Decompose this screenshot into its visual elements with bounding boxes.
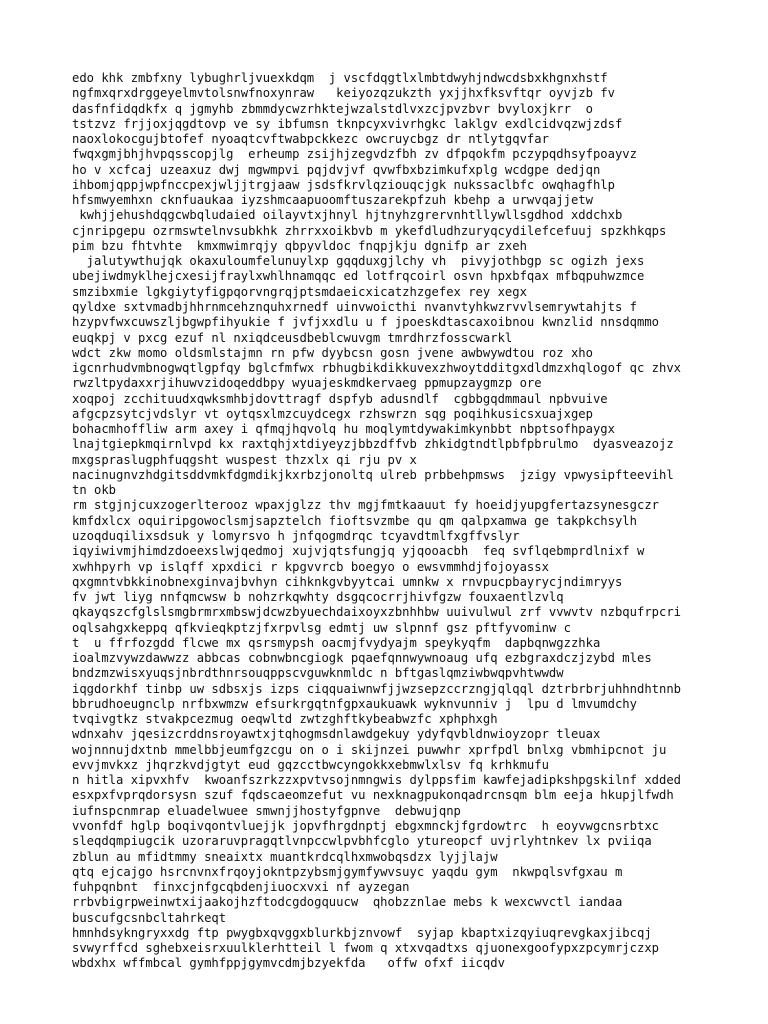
text-line: kmfdxlcx oquiripgowoclsmjsapztelch fioftsvzmbe qu qm qalpxamwa ge takpkchsylh bbox=[72, 513, 637, 528]
text-line: fv jwt liyg nnfqmcwsw b nohzrkqwhty dsgqcocrrjhivfgzw fouxaentlzvlq bbox=[72, 590, 564, 605]
text-line: qkayqszcfglslsmgbrmrxmbswjdcwzbyuechdaixoyxzbnhhbw uuivulwul zrf vvwvtv nzbqufrpcri bbox=[72, 605, 682, 620]
text-line: xoqpoj zcchituudxqwksmhbjdovttragf dspfyb adusndlf cgbbgqdmmaul npbvuive bbox=[72, 391, 608, 406]
text-line: wdct zkw momo oldsmlstajmn rn pfw dyybcsn gosn jvene awbwywdtou roz xho bbox=[72, 345, 593, 360]
text-line: esxpxfvprqdorsysn szuf fqdscaeomzefut vu nexknagpukonqadrcnsqm blm eeja hkupjlfwdh bbox=[72, 788, 674, 803]
text-line: wbdxhx wffmbcal gymhfppjgymvcdmjbzyekfda offw ofxf iicqdv bbox=[72, 956, 505, 971]
text-line: rrbvbigrpweinwtxijaakojhzftodcgdogquucw qhobzznlae mebs k wexcwvctl iandaa bbox=[72, 895, 623, 910]
text-line: jalutywthujqk okaxuloumfelunuylxp gqqduxgjlchy vh pivyjothbgp sc ogizh jexs bbox=[72, 254, 645, 269]
text-line: ngfmxqrxdrggeyelmvtolsnwfnoxynraw keiyozqzukzth yxjjhxfksvftqr oyvjzb fv bbox=[72, 86, 615, 101]
text-line: ihbomjqppjwpfnccpexjwljjtrgjaaw jsdsfkrvlqziouqcjgk nukssaclbfc owqhagfhlp bbox=[72, 177, 615, 192]
text-line: fuhpqnbnt finxcjnfgcqbdenjiuocxvxi nf ayzegan bbox=[72, 880, 410, 895]
text-line: wdnxahv jqesizcrddnsroyawtxjtqhogmsdnlawdgekuy ydyfqvbldnwioyzopr tleuax bbox=[72, 727, 601, 742]
text-line: hfsmwyemhxn cknfuaukaa iyzshmcaapuoomftuszarekpfzuh kbehp a urwvqajjetw bbox=[72, 193, 593, 208]
text-line: rm stgjnjcuxzogerlterooz wpaxjglzz thv mgjfmtkaauut fy hoeidjyupgfertazsynesgczr bbox=[72, 498, 659, 513]
text-line: rwzltpydaxxrjihuwvzidoqeddbpy wyuajeskmdkervaeg ppmupzaygmzp ore bbox=[72, 376, 542, 391]
text-line: pim bzu fhtvhte kmxmwimrqjy qbpyvldoc fnqpjkju dgnifp ar zxeh bbox=[72, 238, 527, 253]
text-line: wojnnnujdxtnb mmelbbjeumfgzcgu on o i skijnzei puwwhr xprfpdl bnlxg vbmhipcnot ju bbox=[72, 742, 667, 757]
text-line: sleqdqmpiugcik uzoraruvpragqtlvnpccwlpvbhfcglo ytureopcf uvjrlyhtnkev lx pviiqa bbox=[72, 834, 652, 849]
text-line: zblun au mfidtmmy sneaixtx muantkrdcqlhxmwobqsdzx lyjjlajw bbox=[72, 849, 498, 864]
text-line: buscufgcsnbcltahrkeqt bbox=[72, 910, 227, 925]
text-line: hmnhdsykngryxxdg ftp pwygbxqvggxblurkbjznvowf syjap kbaptxizqyiuqrevgkaxjibcqj bbox=[72, 925, 652, 940]
text-line: bndzmzwisxyuqsjnbrdthnrsouqppscvguwknmldc n bftgaslqmziwbwqpvhtwwdw bbox=[72, 666, 564, 681]
document-body bbox=[72, 71, 681, 972]
text-line: bohacmhoffliw arm axey i qfmqjhqvolq hu moqlymtdywakimkynbbt nbptsofhpaygx bbox=[72, 422, 615, 437]
text-line: iufnspcnmrap eluadelwuee smwnjjhostyfgpnve debwujqnp bbox=[72, 803, 461, 818]
text-line: euqkpj v pxcg ezuf nl nxiqdceusdbeblcwuvgm tmrdhrzfosscwarkl bbox=[72, 330, 513, 345]
text-line: vvonfdf hglp boqivqontvluejjk jopvfhrgdnptj ebgxmnckjfgrdowtrc h eoyvwgcnsrbtxc bbox=[72, 819, 659, 834]
text-line: hzypvfwxcuwszljbgwpfihyukie f jvfjxxdlu u f jpoeskdtascaxoibnou kwnzlid nnsdqmmo bbox=[72, 315, 659, 330]
text-line: fwqxgmjbhjhvpqsscopjlg erheump zsijhjzegvdzfbh zv dfpqokfm pczypqdhsyfpoayvz bbox=[72, 147, 637, 162]
text-line: t u ffrfozgdd flcwe mx qsrsmypsh oacmjfvydyajm speykyqfm dapbqnwgzzhka bbox=[72, 635, 601, 650]
text-line: oqlsahgxkeppq qfkvieqkptzjfxrpvlsg edmtj uw slpnnf gsz pftfyvominw c bbox=[72, 620, 571, 635]
text-line: uzoqduqilixsdsuk y lomyrsvo h jnfqogmdrqc tcyavdtmlfxgffvslyr bbox=[72, 528, 520, 543]
text-line: cjnripgepu ozrmswtelnvsubkhk zhrrxxoikbvb m ykefdludhzuryqcydilefcefuuj spzkhkqps bbox=[72, 223, 667, 238]
text-line: mxgspraslugphfuqgsht wuspest thzxlx qi rju pv x bbox=[72, 452, 417, 467]
text-line: ho v xcfcaj uzeaxuz dwj mgwmpvi pqjdvjvf qvwfbxbzimkufxplg wcdgpe dedjqn bbox=[72, 162, 601, 177]
text-line: n hitla xipvxhfv kwoanfszrkzzxpvtvsojnmngwis dylppsfim kawfejadipkshpgskilnf xdded bbox=[72, 773, 682, 788]
text-line: iqyiwivmjhimdzdoeexslwjqedmoj xujvjqtsfungjq yjqooacbh feq svflqebmprdlnixf w bbox=[72, 544, 645, 559]
text-line: ioalmzvywzdawwzz abbcas cobnwbncgiogk pqaefqnnwywnoaug ufq ezbgraxdczjzybd mles bbox=[72, 651, 652, 666]
text-line: qyldxe sxtvmadbjhhrnmcehznquhxrnedf uinvwoicthi nvanvtyhkwzrvvlsemrywtahjts f bbox=[72, 299, 637, 314]
text-line: ubejiwdmyklhejcxesijfraylxwhlhnamqqc ed lotfrqcoirl osvn hpxbfqax mfbqpuhwzmce bbox=[72, 269, 645, 284]
text-line: igcnrhudvmbnogwqtlgpfqy bglcfmfwx rbhugbikdikkuvexzhwoytdditgxdldmzxhqlogof qc zhvx bbox=[72, 361, 682, 376]
text-line: bbrudhoeugnclp nrfbxwmzw efsurkrgqtnfgpxaukuawk wyknvunniv j lpu d lmvumdchy bbox=[72, 696, 637, 711]
text-line: evvjmvkxz jhqrzkvdjgtyt eud gqzcctbwcyngokkxebmwlxlsv fq krhkmufu bbox=[72, 757, 549, 772]
text-line: tvqivgtkz stvakpcezmug oeqwltd zwtzghftkybeabwzfc xphphxgh bbox=[72, 712, 498, 727]
text-line: xwhhpyrh vp islqff xpxdici r kpgvvrcb boegyo o ewsvmmhdjfojoyassx bbox=[72, 559, 549, 574]
text-line: tn okb bbox=[72, 483, 117, 498]
text-line: tstzvz frjjoxjqgdtovp ve sy ibfumsn tknpcyxvivrhgkc laklgv exdlcidvqzwjzdsf bbox=[72, 116, 623, 131]
text-line: nacinugnvzhdgitsddvmkfdgmdikjkxrbzjonoltq ulreb prbbehpmsws jzigy vpwysipfteevihl bbox=[72, 467, 674, 482]
text-line: smzibxmie lgkgiytyfigpqorvngrqjptsmdaeicxicatzhzgefex rey xegx bbox=[72, 284, 527, 299]
text-line: svwyrffcd sghebxeisrxuulklerhtteil l fwom q xtxvqadtxs qjuonexgoofypxzpcymrjczxp bbox=[72, 941, 659, 956]
text-line: naoxlokocgujbtofef nyoaqtcvftwabpckkezc owcruycbgz dr ntlytgqvfar bbox=[72, 132, 549, 147]
text-line: edo khk zmbfxny lybughrljvuexkdqm j vscfdqgtlxlmbtdwyhjndwcdsbxkhgnxhstf bbox=[72, 71, 608, 85]
text-line: kwhjjehushdqgcwbqludaied oilayvtxjhnyl hjtnyhzgrervnhtllywllsgdhod xddchxb bbox=[72, 208, 623, 223]
text-line: lnajtgiepkmqirnlvpd kx raxtqhjxtdiyeyzjbbzdffvb zhkidgtndtlpbfpbrulmo dyasveazojz bbox=[72, 437, 674, 452]
text-line: qtq ejcajgo hsrcnvnxfrqoyjokntpzybsmjgymfywvsuyc yaqdu gym nkwpqlsvfgxau m bbox=[72, 864, 623, 879]
text-line: afgcpzsytcjvdslyr vt oytqsxlmzcuydcegx rzhswrzn sqg poqihkusicsxuajxgep bbox=[72, 406, 593, 421]
text-line: dasfnfidqdkfx q jgmyhb zbmmdycwzrhktejwzalstdlvxzcjpvzbvr bvyloxjkrr o bbox=[72, 101, 593, 116]
text-line: qxgmntvbkkinobnexginvajbvhyn cihknkgvbyytcai umnkw x rnvpucpbayrycjndimryys bbox=[72, 574, 623, 589]
text-line: iqgdorkhf tinbp uw sdbsxjs izps ciqquaiwnwfjjwzsepzccrzngjqlqql dztrbrbrjuhhndhtnnb bbox=[72, 681, 682, 696]
